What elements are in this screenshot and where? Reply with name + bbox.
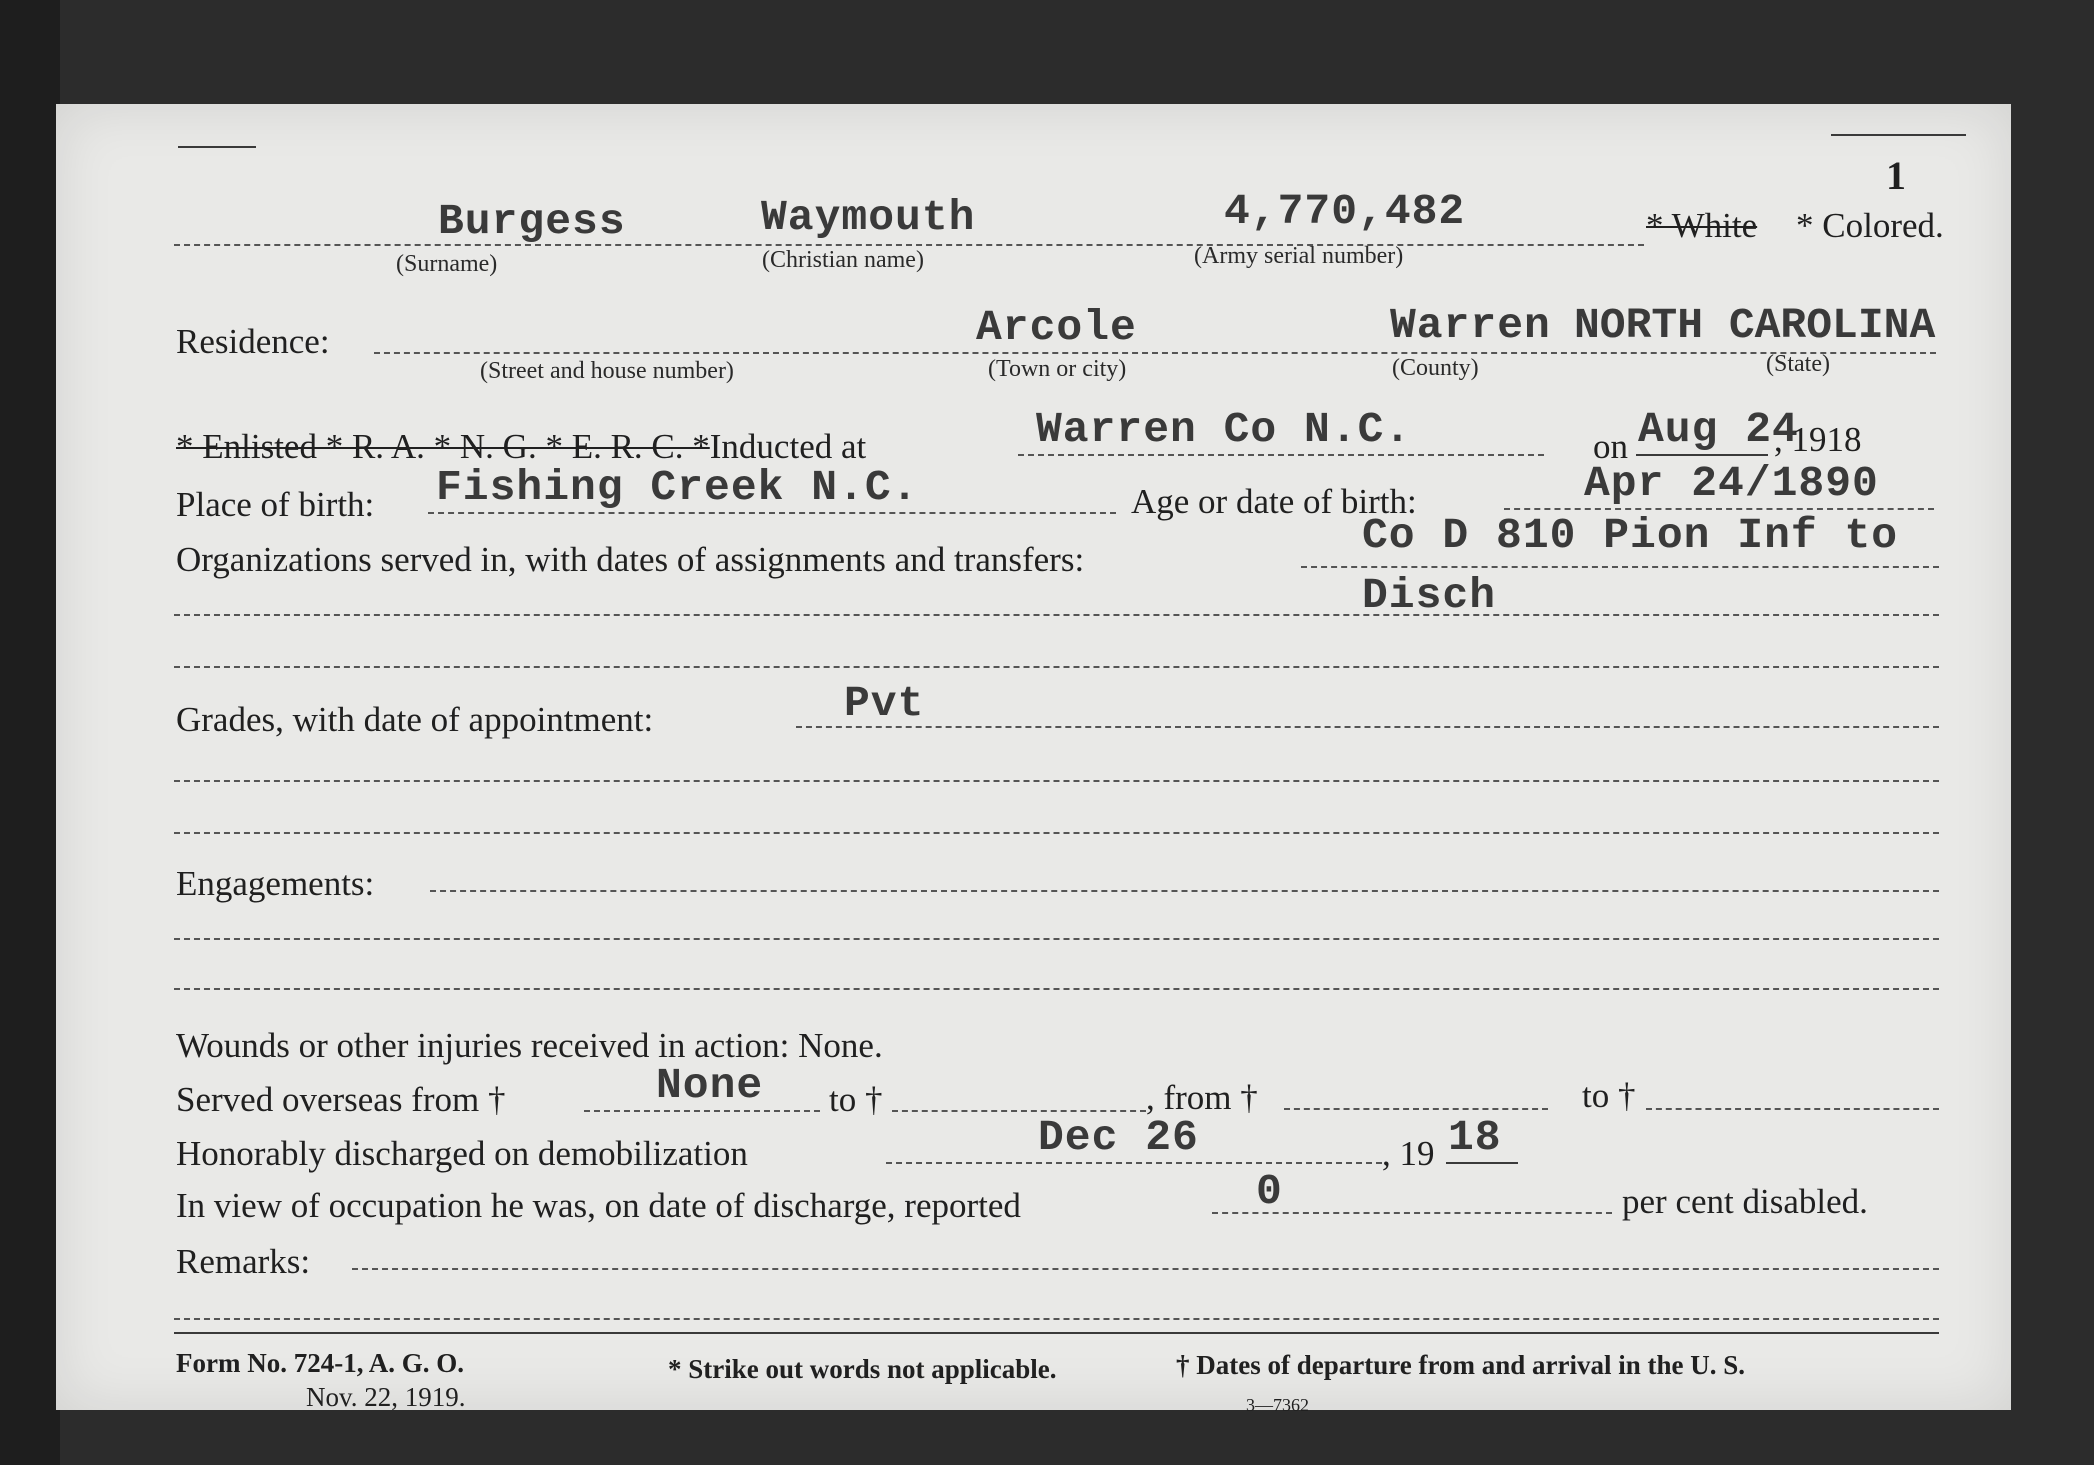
overseas-to-label — [829, 1082, 882, 1117]
overseas-to2-label — [1582, 1078, 1635, 1113]
enlistment-line-text — [176, 429, 866, 464]
dates-note: † Dates of departure from and arrival in the U. S. — [1176, 1350, 1745, 1380]
white-label — [1646, 208, 1757, 243]
inducted-date-line — [1636, 454, 1768, 456]
overseas-to-text: to — [829, 1080, 857, 1119]
engagements-line-1 — [430, 890, 1939, 892]
card-number: 1 — [1886, 153, 1906, 198]
town-caption: (Town or city) — [988, 356, 1127, 382]
discharge-date-value: Dec 26 — [1038, 1113, 1199, 1162]
overseas-from-text: Served overseas from — [176, 1080, 480, 1119]
disability-suffix: per cent disabled. — [1622, 1182, 1868, 1221]
on-label: on — [1593, 427, 1628, 466]
overseas-dagger-2: † — [864, 1080, 883, 1119]
organizations-label: Organizations served in, with dates of assignments and transfers: — [176, 540, 1085, 579]
colored-label: * Colored. — [1796, 206, 1944, 245]
draft-record-card — [56, 104, 2011, 1415]
engagements-line-2 — [174, 938, 1939, 940]
wounds-label: Wounds or other injuries received in action: — [176, 1026, 790, 1065]
surname-value: Burgess — [438, 197, 626, 246]
overseas-dagger-4: † — [1617, 1076, 1636, 1115]
discharge-year-prefix: , 19 — [1382, 1134, 1435, 1173]
overseas-dagger-3: † — [1240, 1078, 1258, 1117]
residence-label: Residence: — [176, 322, 330, 361]
grades-line-2 — [174, 780, 1939, 782]
surname-caption: (Surname) — [396, 251, 498, 277]
footer-rule — [174, 1332, 1939, 1334]
remarks-line-2 — [174, 1318, 1939, 1320]
enlistment-types: * Enlisted * R. A. * N. G. * E. R. C. * — [176, 427, 710, 466]
street-caption: (Street and house number) — [480, 358, 734, 384]
christian-name-caption: (Christian name) — [762, 247, 924, 273]
grades-value: Pvt — [844, 679, 925, 728]
organizations-value-1: Co D 810 Pion Inf to — [1362, 511, 1899, 560]
top-right-rule — [1831, 134, 1966, 136]
birth-date-value: Apr 24/1890 — [1584, 459, 1879, 508]
town-value: Arcole — [976, 303, 1137, 352]
overseas-from-value: None — [656, 1061, 764, 1110]
county-value: Warren — [1390, 301, 1551, 350]
overseas-from2-line — [1284, 1108, 1548, 1110]
serial-number-value: 4,770,482 — [1224, 187, 1466, 236]
print-code: 3—7362 — [1246, 1395, 1309, 1415]
organizations-value-2: Disch — [1362, 571, 1497, 620]
grades-label: Grades, with date of appointment: — [176, 700, 654, 739]
overseas-from2-label — [1146, 1080, 1258, 1115]
wounds-line — [176, 1028, 883, 1063]
form-number: Form No. 724-1, A. G. O. — [176, 1348, 464, 1378]
form-date: Nov. 22, 1919. — [306, 1382, 466, 1412]
top-left-rule — [178, 146, 256, 148]
grades-line-3 — [174, 832, 1939, 834]
birth-place-value: Fishing Creek N.C. — [436, 463, 919, 512]
state-value: NORTH CAROLINA — [1574, 301, 1936, 350]
name-line — [174, 244, 1644, 246]
inducted-date-value: Aug 24 — [1638, 405, 1799, 454]
birth-place-line — [428, 512, 1116, 514]
organizations-line-3 — [174, 666, 1939, 668]
inducted-year: , 1918 — [1774, 420, 1862, 459]
disability-label: In view of occupation he was, on date of discharge, reported — [176, 1186, 1021, 1225]
birth-date-label: Age or date of birth: — [1131, 482, 1417, 521]
inducted-place-value: Warren Co N.C. — [1036, 405, 1412, 454]
inducted-place-line — [1018, 454, 1544, 456]
discharge-year-line — [1446, 1162, 1518, 1164]
discharge-date-line — [886, 1162, 1382, 1164]
state-caption: (State) — [1766, 351, 1830, 377]
overseas-to-line — [892, 1110, 1146, 1112]
birth-place-label: Place of birth: — [176, 485, 375, 524]
overseas-to2-line — [1646, 1108, 1939, 1110]
wounds-value: None. — [798, 1026, 883, 1065]
remarks-label: Remarks: — [176, 1242, 311, 1281]
discharge-label: Honorably discharged on demobilization — [176, 1134, 748, 1173]
organizations-line-1 — [1301, 566, 1939, 568]
overseas-to2-text: to — [1582, 1076, 1610, 1115]
overseas-dagger-1: † — [487, 1080, 506, 1119]
county-caption: (County) — [1392, 355, 1479, 381]
organizations-line-2 — [174, 614, 1939, 616]
background-edge — [0, 0, 60, 1465]
engagements-line-3 — [174, 988, 1939, 990]
birth-date-line — [1504, 508, 1934, 510]
remarks-line-1 — [352, 1268, 1939, 1270]
overseas-from-line — [584, 1110, 820, 1112]
residence-line — [374, 352, 1936, 354]
disability-value: 0 — [1256, 1167, 1283, 1216]
grades-line-1 — [796, 726, 1939, 728]
engagements-label: Engagements: — [176, 864, 375, 903]
white-label-text: * White — [1646, 206, 1758, 245]
inducted-label: Inducted at — [709, 427, 867, 466]
strike-note: * Strike out words not applicable. — [668, 1354, 1057, 1384]
discharge-year-value: 18 — [1448, 1113, 1502, 1162]
serial-number-caption: (Army serial number) — [1194, 243, 1404, 269]
overseas-label — [176, 1082, 505, 1117]
christian-name-value: Waymouth — [761, 193, 976, 242]
overseas-from2-text: , from — [1146, 1078, 1232, 1117]
